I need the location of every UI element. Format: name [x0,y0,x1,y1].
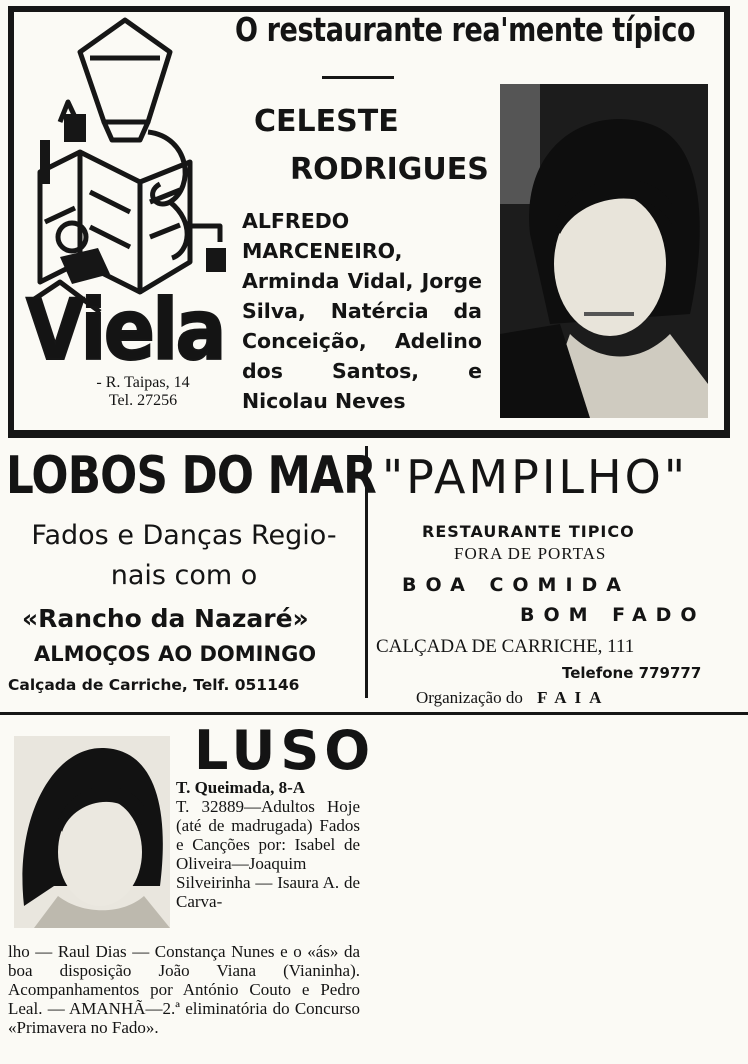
pampilho-organization [416,688,609,708]
pampilho-org-label: Organização do [416,688,523,707]
lobos-address: Calçada de Carriche, Telf. 051146 [8,676,300,694]
lobos-line-1: Fados e Danças Regio- [31,520,337,551]
pampilho-org-name: FAIA [537,688,610,707]
viela-address-block [48,374,238,410]
lobos-do-mar-ad [0,446,376,698]
pampilho-fora-de-portas: FORA DE PORTAS [454,544,607,563]
pampilho-ad [372,446,748,712]
viela-phone: Tel. 27256 [108,392,178,409]
headliner-last-name: RODRIGUES [290,152,489,187]
lobos-rancho: «Rancho da Nazaré» [22,604,309,633]
lobos-title: LOBOS DO MAR [6,446,376,506]
pampilho-address: CALÇADA DE CARRICHE, 111 [376,636,635,657]
viela-title: O restaurante rea'mente típico [235,10,696,49]
viela-logo: Viela [26,281,224,379]
pampilho-title: "PAMPILHO" [382,450,688,504]
celeste-portrait [500,84,708,418]
headliner-first-name: CELESTE [254,104,399,139]
luso-address: T. Queimada, 8-A [176,778,306,797]
lobos-almocos: ALMOÇOS AO DOMINGO [34,642,317,666]
pampilho-phone: Telefone 779777 [562,664,702,682]
luso-text-wide: lho — Raul Dias — Constança Nunes e o «ás» da boa disposição João Viana (Vianinha). Acompanhamentos por António Couto e Pedro Leal. — AMANHÃ—2.ª eliminatória do Concurso «Primavera no Fado». [8,942,360,1037]
pampilho-subtitle: RESTAURANTE TIPICO [422,522,635,541]
isabel-portrait [14,736,170,928]
pampilho-boa-comida: BOA COMIDA [402,574,630,596]
viela-cast-list: ALFREDO MARCENEIRO, Arminda Vidal, Jorge Silva, Natércia da Conceição, Adelino dos Santos, e Nicolau Neves [242,209,482,413]
pampilho-bom-fado: BOM FADO [520,604,706,626]
luso-title: LUSO [194,719,376,782]
luso-text-narrow: T. 32889—Adultos Hoje (até de madrugada) Fados e Canções por: Isabel de Oliveira—Joaquim Silveirinha — Isaura A. de Carva- [176,797,360,911]
viela-divider [322,76,394,79]
lobos-line-2: nais com o [110,560,258,591]
viela-address: - R. Taipas, 14 [96,374,190,391]
luso-top-rule [0,712,748,715]
